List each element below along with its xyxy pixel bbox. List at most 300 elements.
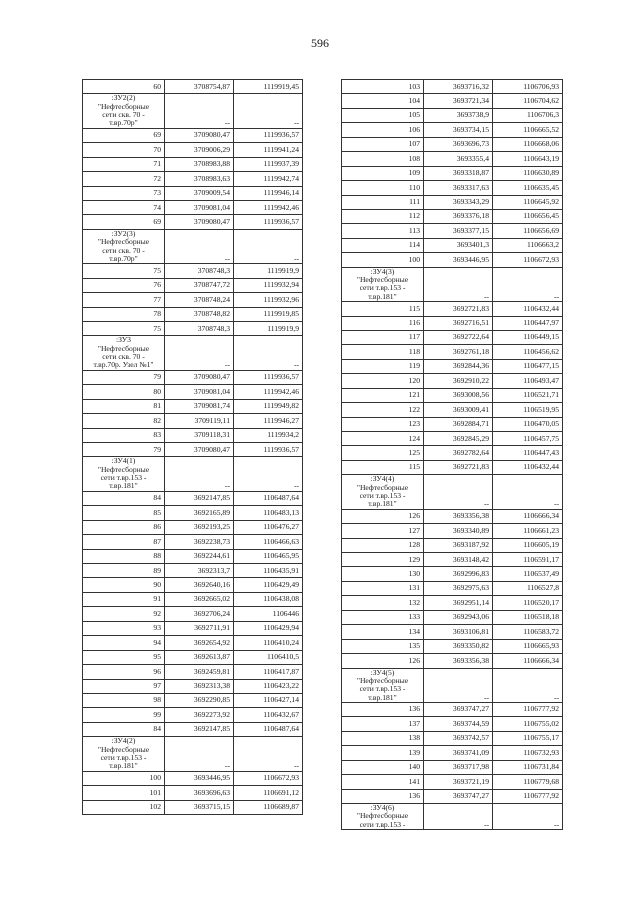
x-coordinate: 3692706,24 [165,607,234,621]
y-coordinate: 1106429,94 [234,621,303,635]
x-coordinate: 3693340,89 [424,524,493,538]
x-coordinate: 3693747,27 [424,789,493,803]
table-row [342,94,563,108]
table-row [83,80,303,94]
x-coordinate: 3693148,42 [424,553,493,567]
y-coordinate: -- [493,803,563,829]
y-coordinate: 1106520,17 [493,596,563,610]
y-coordinate: 1119934,2 [234,428,303,442]
x-coordinate: 3708748,3 [165,264,234,278]
y-coordinate: 1106779,68 [493,775,563,789]
y-coordinate: -- [493,267,563,301]
y-coordinate: 1106449,15 [493,330,563,344]
table-row [83,636,303,650]
point-number: 126 [342,509,424,523]
point-number: 79 [83,370,165,384]
point-number: 75 [83,322,165,336]
table-row [83,607,303,621]
point-number: 77 [83,293,165,307]
x-coordinate: 3692943,06 [424,610,493,624]
x-coordinate: 3692711,91 [165,621,234,635]
table-row [342,524,563,538]
coordinates-table-right [341,79,563,830]
y-coordinate: 1106477,15 [493,359,563,373]
table-row [83,157,303,171]
section-header-row [342,475,563,509]
table-row [83,186,303,200]
x-coordinate: 3708983,63 [165,172,234,186]
y-coordinate: 1106755,02 [493,717,563,731]
x-coordinate: -- [165,336,234,370]
y-coordinate: 1119942,74 [234,172,303,186]
y-coordinate: -- [234,94,303,128]
table-row [83,786,303,800]
point-number: 90 [83,578,165,592]
x-coordinate: 3693742,57 [424,731,493,745]
x-coordinate: 3692665,02 [165,592,234,606]
x-coordinate: 3709081,04 [165,201,234,215]
x-coordinate: 3692313,7 [165,564,234,578]
point-number: 132 [342,596,424,610]
point-number: 138 [342,731,424,745]
y-coordinate: 1106635,45 [493,181,563,195]
table-row [342,224,563,238]
y-coordinate: 1106661,23 [493,524,563,538]
x-coordinate: 3709119,11 [165,414,234,428]
table-row [342,789,563,803]
point-number: 97 [83,679,165,693]
point-number: 131 [342,581,424,595]
y-coordinate: 1106456,62 [493,345,563,359]
y-coordinate: -- [493,668,563,702]
table-row [342,432,563,446]
point-number: 140 [342,760,424,774]
point-number: 102 [83,800,165,814]
table-row [83,128,303,142]
table-row [83,520,303,534]
point-number: 74 [83,201,165,215]
point-number: 118 [342,345,424,359]
y-coordinate: 1119932,94 [234,278,303,292]
point-number: 85 [83,506,165,520]
point-number: 123 [342,417,424,431]
point-number: 71 [83,157,165,171]
table-row [342,625,563,639]
x-coordinate: 3708754,87 [165,80,234,94]
x-coordinate: 3693401,3 [424,238,493,252]
y-coordinate: 1106429,49 [234,578,303,592]
point-number: 82 [83,414,165,428]
point-number: 106 [342,123,424,137]
y-coordinate: 1106519,95 [493,403,563,417]
section-label: :ЗУ4(6) "Нефтесборные сети т.вр.153 - [342,803,424,829]
point-number: 70 [83,143,165,157]
y-coordinate: 1119936,57 [234,370,303,384]
x-coordinate: 3693356,38 [424,509,493,523]
table-row [342,654,563,668]
table-row [342,253,563,267]
x-coordinate: 3709080,47 [165,128,234,142]
x-coordinate: 3693377,15 [424,224,493,238]
section-label: :ЗУ4(5) "Нефтесборные сети т.вр.153 - т.вр.181" [342,668,424,702]
y-coordinate: 1106410,24 [234,636,303,650]
point-number: 92 [83,607,165,621]
table-row [83,800,303,814]
y-coordinate: 1106466,63 [234,535,303,549]
x-coordinate: 3692844,36 [424,359,493,373]
table-row [83,264,303,278]
y-coordinate: 1106483,13 [234,506,303,520]
y-coordinate: 1106755,17 [493,731,563,745]
y-coordinate: -- [493,475,563,509]
table-row [342,702,563,716]
point-number: 127 [342,524,424,538]
point-number: 89 [83,564,165,578]
table-row [83,771,303,785]
x-coordinate: 3709081,04 [165,385,234,399]
point-number: 141 [342,775,424,789]
y-coordinate: 1106487,64 [234,722,303,736]
point-number: 100 [83,771,165,785]
table-row [342,209,563,223]
point-number: 101 [83,786,165,800]
table-row [83,201,303,215]
y-coordinate: 1106427,14 [234,693,303,707]
y-coordinate: -- [234,229,303,263]
x-coordinate: 3692613,87 [165,650,234,664]
y-coordinate: 1119942,46 [234,385,303,399]
x-coordinate: 3709080,47 [165,370,234,384]
x-coordinate: 3693343,29 [424,195,493,209]
point-number: 95 [83,650,165,664]
point-number: 108 [342,152,424,166]
x-coordinate: 3693356,38 [424,654,493,668]
y-coordinate: 1119936,57 [234,128,303,142]
y-coordinate: 1106643,19 [493,152,563,166]
y-coordinate: 1106527,8 [493,581,563,595]
x-coordinate: -- [424,475,493,509]
table-row [342,596,563,610]
table-row [342,238,563,252]
y-coordinate: 1106537,49 [493,567,563,581]
x-coordinate: 3708747,72 [165,278,234,292]
section-header-row [83,737,303,771]
y-coordinate: -- [234,737,303,771]
y-coordinate: 1106630,89 [493,166,563,180]
table-row [342,388,563,402]
x-coordinate: -- [165,737,234,771]
y-coordinate: 1106432,44 [493,460,563,474]
y-coordinate: 1106777,92 [493,702,563,716]
point-number: 113 [342,224,424,238]
x-coordinate: 3692165,89 [165,506,234,520]
table-row [83,506,303,520]
table-row [342,417,563,431]
table-row [342,446,563,460]
y-coordinate: 1106665,93 [493,639,563,653]
table-row [83,621,303,635]
y-coordinate: 1106656,69 [493,224,563,238]
point-number: 110 [342,181,424,195]
table-row [83,679,303,693]
x-coordinate: 3709080,47 [165,215,234,229]
y-coordinate: 1119946,14 [234,186,303,200]
x-coordinate: 3693721,34 [424,94,493,108]
point-number: 99 [83,708,165,722]
x-coordinate: 3708983,88 [165,157,234,171]
table-row [342,717,563,731]
point-number: 124 [342,432,424,446]
point-number: 130 [342,567,424,581]
table-row [83,491,303,505]
point-number: 100 [342,253,424,267]
point-number: 112 [342,209,424,223]
y-coordinate: 1106665,52 [493,123,563,137]
x-coordinate: 3692721,83 [424,302,493,316]
table-row [342,345,563,359]
point-number: 83 [83,428,165,442]
point-number: 115 [342,302,424,316]
point-number: 103 [342,80,424,94]
table-row [83,549,303,563]
table-row [342,403,563,417]
point-number: 111 [342,195,424,209]
table-row [342,610,563,624]
y-coordinate: 1106691,12 [234,786,303,800]
point-number: 107 [342,137,424,151]
point-number: 69 [83,128,165,142]
point-number: 121 [342,388,424,402]
x-coordinate: 3693106,81 [424,625,493,639]
section-label: :ЗУ4(3) "Нефтесборные сети т.вр.153 - т.вр.181" [342,267,424,301]
section-header-row [342,803,563,829]
x-coordinate: 3692238,73 [165,535,234,549]
x-coordinate: 3692459,81 [165,665,234,679]
table-row [83,414,303,428]
point-number: 134 [342,625,424,639]
point-number: 98 [83,693,165,707]
table-row [342,123,563,137]
x-coordinate: -- [424,668,493,702]
x-coordinate: -- [424,267,493,301]
point-number: 137 [342,717,424,731]
x-coordinate: 3693741,09 [424,746,493,760]
section-header-row [83,229,303,263]
y-coordinate: 1106410,5 [234,650,303,664]
point-number: 129 [342,553,424,567]
x-coordinate: 3692290,85 [165,693,234,707]
y-coordinate: 1119919,45 [234,80,303,94]
x-coordinate: 3693009,41 [424,403,493,417]
point-number: 78 [83,307,165,321]
x-coordinate: -- [424,803,493,829]
x-coordinate: 3709081,74 [165,399,234,413]
table-row [342,509,563,523]
point-number: 91 [83,592,165,606]
table-row [83,278,303,292]
y-coordinate: 1106663,2 [493,238,563,252]
x-coordinate: 3692716,51 [424,316,493,330]
section-label: :ЗУ4(4) "Нефтесборные сети т.вр.153 - т.вр.181" [342,475,424,509]
y-coordinate: 1106732,93 [493,746,563,760]
point-number: 125 [342,446,424,460]
x-coordinate: 3692273,92 [165,708,234,722]
x-coordinate: 3693446,95 [424,253,493,267]
y-coordinate: 1106446 [234,607,303,621]
y-coordinate: 1106457,75 [493,432,563,446]
point-number: 126 [342,654,424,668]
y-coordinate: 1119949,82 [234,399,303,413]
y-coordinate: 1106487,64 [234,491,303,505]
table-row [342,152,563,166]
table-row [342,746,563,760]
y-coordinate: 1119919,9 [234,264,303,278]
point-number: 119 [342,359,424,373]
point-number: 84 [83,491,165,505]
y-coordinate: 1106672,93 [493,253,563,267]
x-coordinate: 3709118,31 [165,428,234,442]
x-coordinate: 3692654,92 [165,636,234,650]
table-row [342,731,563,745]
x-coordinate: 3693318,87 [424,166,493,180]
y-coordinate: 1106417,87 [234,665,303,679]
table-row [342,108,563,122]
x-coordinate: 3693747,27 [424,702,493,716]
point-number: 135 [342,639,424,653]
x-coordinate: 3692244,61 [165,549,234,563]
point-number: 88 [83,549,165,563]
x-coordinate: 3692782,64 [424,446,493,460]
section-header-row [342,668,563,702]
y-coordinate: 1106666,34 [493,509,563,523]
point-number: 60 [83,80,165,94]
table-row [83,215,303,229]
table-row [342,302,563,316]
x-coordinate: 3709080,47 [165,443,234,457]
table-row [83,322,303,336]
y-coordinate: 1106465,95 [234,549,303,563]
x-coordinate: -- [165,457,234,491]
table-row [83,293,303,307]
point-number: 86 [83,520,165,534]
y-coordinate: 1106447,97 [493,316,563,330]
point-number: 105 [342,108,424,122]
table-row [342,538,563,552]
y-coordinate: 1106706,93 [493,80,563,94]
point-number: 136 [342,702,424,716]
point-number: 73 [83,186,165,200]
y-coordinate: 1119941,24 [234,143,303,157]
y-coordinate: 1106493,47 [493,374,563,388]
x-coordinate: 3693376,18 [424,209,493,223]
table-row [83,693,303,707]
x-coordinate: 3692845,29 [424,432,493,446]
x-coordinate: 3692640,16 [165,578,234,592]
point-number: 81 [83,399,165,413]
y-coordinate: 1119936,57 [234,215,303,229]
y-coordinate: 1119946,27 [234,414,303,428]
section-label: :ЗУ4(2) "Нефтесборные сети т.вр.153 - т.вр.181" [83,737,165,771]
point-number: 76 [83,278,165,292]
y-coordinate: 1106518,18 [493,610,563,624]
x-coordinate: 3693696,73 [424,137,493,151]
x-coordinate: 3692313,38 [165,679,234,693]
x-coordinate: 3709009,54 [165,186,234,200]
y-coordinate: 1119919,85 [234,307,303,321]
point-number: 87 [83,535,165,549]
x-coordinate: 3692951,14 [424,596,493,610]
table-row [342,195,563,209]
table-row [83,650,303,664]
point-number: 128 [342,538,424,552]
section-header-row [342,267,563,301]
y-coordinate: 1119936,57 [234,443,303,457]
table-row [342,775,563,789]
x-coordinate: 3693717,98 [424,760,493,774]
table-row [342,359,563,373]
y-coordinate: 1106672,93 [234,771,303,785]
x-coordinate: 3693715,15 [165,800,234,814]
table-row [83,399,303,413]
section-header-row [83,94,303,128]
table-row [342,581,563,595]
table-row [83,578,303,592]
point-number: 136 [342,789,424,803]
y-coordinate: 1106447,43 [493,446,563,460]
point-number: 96 [83,665,165,679]
y-coordinate: 1119942,46 [234,201,303,215]
table-row [342,639,563,653]
table-row [342,330,563,344]
x-coordinate: 3692721,83 [424,460,493,474]
y-coordinate: -- [234,457,303,491]
table-row [342,181,563,195]
x-coordinate: 3693317,63 [424,181,493,195]
point-number: 117 [342,330,424,344]
x-coordinate: 3692761,18 [424,345,493,359]
point-number: 133 [342,610,424,624]
y-coordinate: 1106645,92 [493,195,563,209]
table-row [342,166,563,180]
x-coordinate: 3693350,82 [424,639,493,653]
x-coordinate: -- [165,94,234,128]
point-number: 75 [83,264,165,278]
y-coordinate: 1119937,39 [234,157,303,171]
point-number: 109 [342,166,424,180]
point-number: 84 [83,722,165,736]
table-row [342,460,563,474]
x-coordinate: 3692193,25 [165,520,234,534]
x-coordinate: 3692996,83 [424,567,493,581]
x-coordinate: 3693716,32 [424,80,493,94]
x-coordinate: 3692884,71 [424,417,493,431]
section-label: :ЗУ2(2) "Нефтесборные сети скв. 70 - т.вр.70р" [83,94,165,128]
point-number: 104 [342,94,424,108]
x-coordinate: 3708748,24 [165,293,234,307]
section-label: :ЗУ4(1) "Нефтесборные сети т.вр.153 - т.вр.181" [83,457,165,491]
y-coordinate: 1106476,27 [234,520,303,534]
point-number: 120 [342,374,424,388]
y-coordinate: 1106656,45 [493,209,563,223]
table-row [342,137,563,151]
table-row [83,307,303,321]
x-coordinate: 3693696,63 [165,786,234,800]
point-number: 69 [83,215,165,229]
x-coordinate: 3693738,9 [424,108,493,122]
y-coordinate: 1106777,92 [493,789,563,803]
y-coordinate: 1106521,71 [493,388,563,402]
x-coordinate: 3693187,92 [424,538,493,552]
